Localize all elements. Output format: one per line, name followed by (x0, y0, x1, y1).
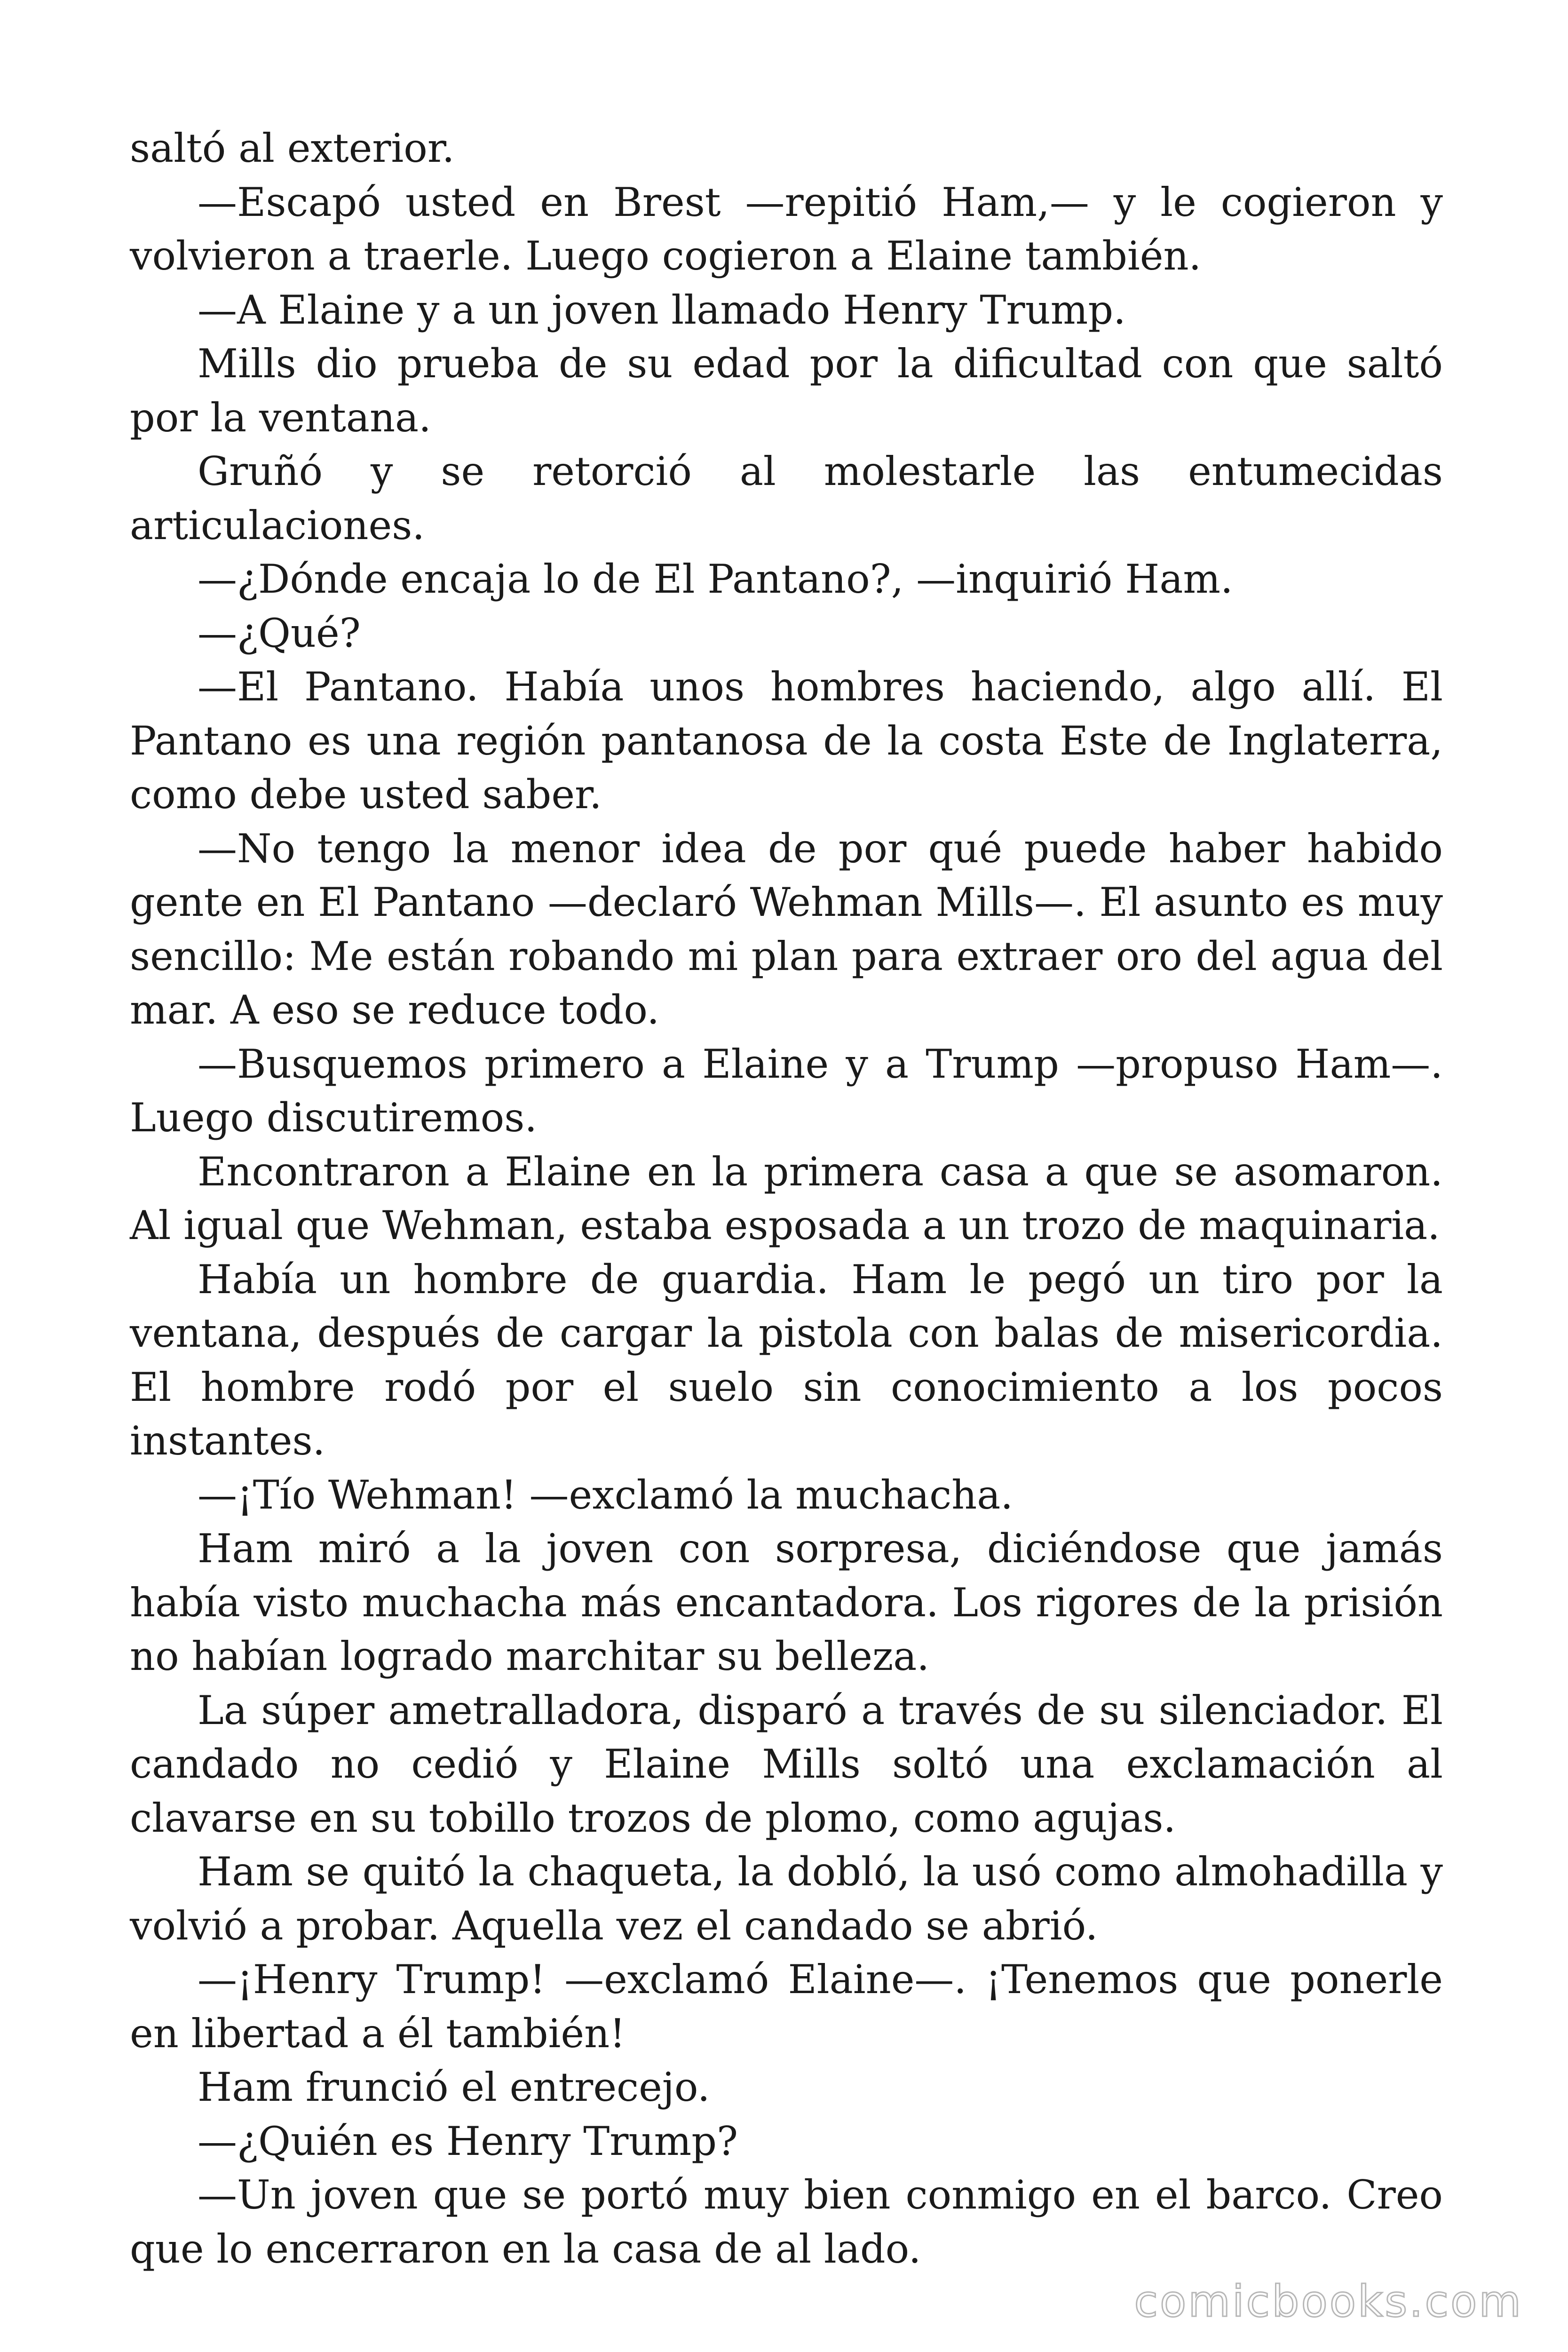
paragraph-14: Ham miró a la joven con sorpresa, diciéndose que jamás había visto muchacha más encantadora. Los rigores de la prisión no habían logrado marchitar su belleza. (130, 1526, 1443, 1679)
paragraph-13: —¡Tío Wehman! —exclamó la muchacha. (198, 1471, 1014, 1518)
paragraph-10: —Busquemos primero a Elaine y a Trump —propuso Ham—. Luego discutiremos. (130, 1041, 1443, 1141)
paragraph-5: Gruñó y se retorció al molestarle las entumecidas articulaciones. (130, 448, 1443, 548)
paragraph-11: Encontraron a Elaine en la primera casa a que se asomaron. Al igual que Wehman, estaba esposada a un trozo de maquinaria. (130, 1148, 1443, 1248)
paragraph-3: —A Elaine y a un joven llamado Henry Trump. (198, 286, 1126, 333)
paragraph-6: —¿Dónde encaja lo de El Pantano?, —inquirió Ham. (198, 556, 1233, 602)
paragraph-18: Ham frunció el entrecejo. (198, 2064, 710, 2110)
watermark-text: comicbooks.com (1134, 2276, 1523, 2327)
paragraph-1: saltó al exterior. (130, 125, 455, 171)
paragraph-4: Mills dio prueba de su edad por la dificultad con que saltó por la ventana. (130, 341, 1443, 441)
paragraph-8: —El Pantano. Había unos hombres haciendo, algo allí. El Pantano es una región pantanosa de la costa Este de Inglaterra, como debe usted saber. (130, 664, 1443, 818)
paragraph-20: —Un joven que se portó muy bien conmigo en el barco. Creo que lo encerraron en la casa de al lado. (130, 2172, 1443, 2272)
paragraph-19: —¿Quién es Henry Trump? (198, 2118, 738, 2164)
paragraph-15: La súper ametralladora, disparó a través de su silenciador. El candado no cedió y Elaine Mills soltó una exclamación al clavarse en su tobillo trozos de plomo, como agujas. (130, 1687, 1443, 1841)
paragraph-9: —No tengo la menor idea de por qué puede haber habido gente en El Pantano —declaró Wehman Mills—. El asunto es muy sencillo: Me están robando mi plan para extraer oro del agua del mar. A eso se reduce todo. (130, 825, 1443, 1033)
body-text (130, 121, 1443, 2276)
paragraph-12: Había un hombre de guardia. Ham le pegó un tiro por la ventana, después de cargar la pistola con balas de misericordia. El hombre rodó por el suelo sin conocimiento a los pocos instantes. (130, 1256, 1443, 1464)
paragraph-17: —¡Henry Trump! —exclamó Elaine—. ¡Tenemos que ponerle en libertad a él también! (130, 1956, 1443, 2057)
paragraph-7: —¿Qué? (198, 610, 361, 656)
paragraph-2: —Escapó usted en Brest —repitió Ham,— y le cogieron y volvieron a traerle. Luego cogieron a Elaine también. (130, 179, 1443, 279)
paragraph-16: Ham se quitó la chaqueta, la dobló, la usó como almohadilla y volvió a probar. Aquella vez el candado se abrió. (130, 1849, 1443, 1949)
